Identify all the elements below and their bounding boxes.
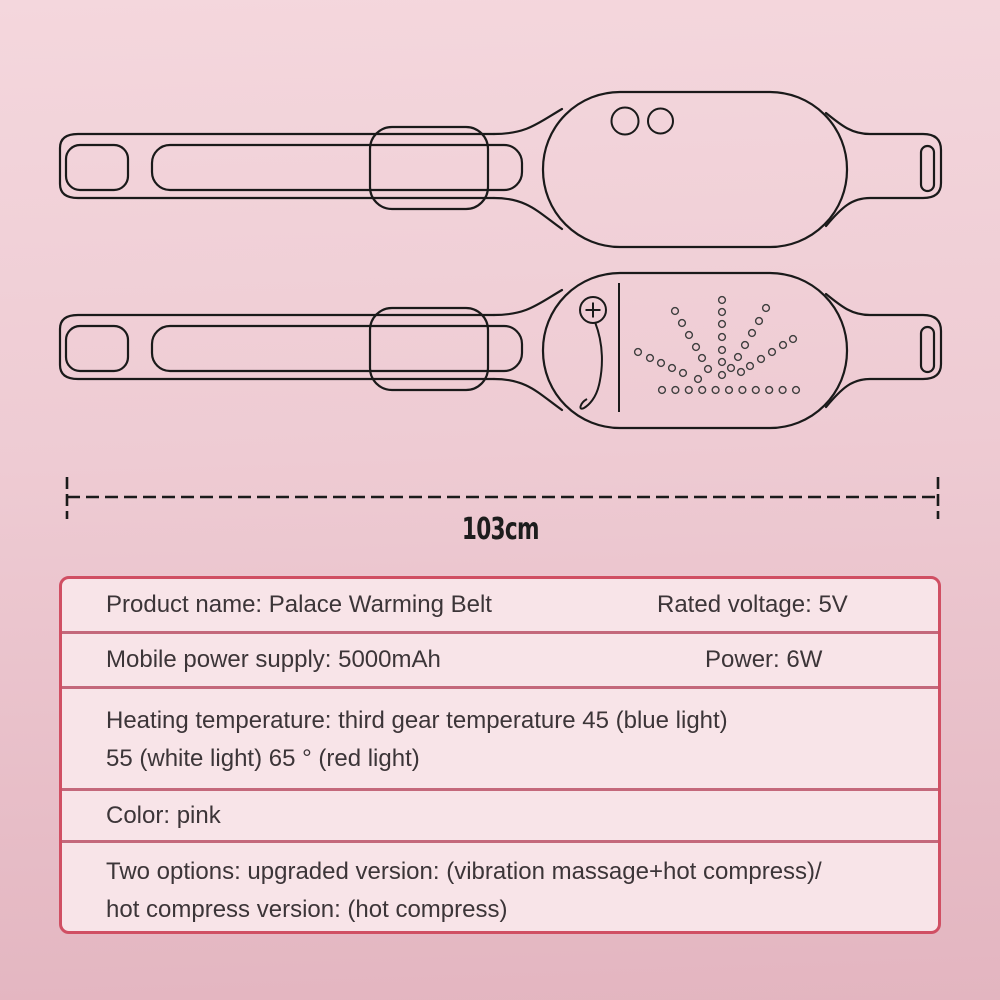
product-name-cell: Product name: Palace Warming Belt [106,591,492,618]
dimension-label-row [0,512,1000,547]
color-cell: Color: pink [106,801,221,829]
heating-temperature-line2: 55 (white light) 65 ° (red light) [106,745,420,772]
table-row [62,579,938,634]
dimension-label: 103cm [461,512,539,547]
control-buttons-icon [612,108,674,135]
options-line2: hot compress version: (hot compress) [106,896,508,923]
heating-temperature-line1: Heating temperature: third gear temperature 45 (blue light) [106,707,728,734]
power-cell: Power: 6W [705,646,823,673]
options-line1: Two options: upgraded version: (vibration massage+hot compress)/ [106,858,822,885]
table-row [62,634,938,689]
power-supply-cell: Mobile power supply: 5000mAh [106,646,441,673]
table-row [62,791,938,843]
rated-voltage-cell: Rated voltage: 5V [657,591,848,618]
table-row [62,843,938,928]
belt-inner-view [60,273,941,428]
plus-connector-icon [580,297,606,323]
belt-front-view [60,92,941,247]
heating-dots-pattern [635,297,800,394]
cable-and-divider [580,283,619,412]
spec-table [59,576,941,934]
table-row [62,689,938,791]
